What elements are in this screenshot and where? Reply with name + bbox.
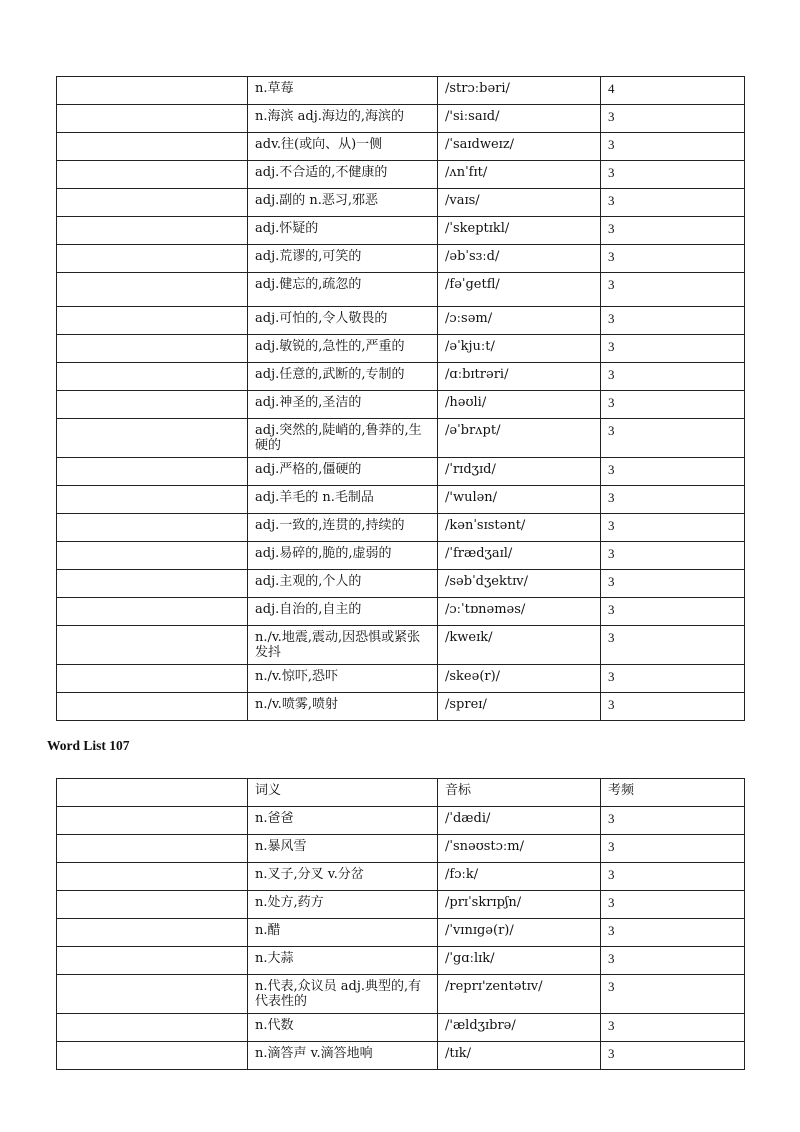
meaning-cell: adj.羊毛的 n.毛制品 (248, 486, 438, 514)
table-row (57, 189, 745, 217)
phonetic-cell: /səbˈdʒektɪv/ (438, 570, 601, 598)
table-row (57, 391, 745, 419)
meaning-cell: adj.突然的,陡峭的,鲁莽的,生硬的 (248, 419, 438, 458)
meaning-cell: n.暴风雪 (248, 835, 438, 863)
word-cell (57, 419, 248, 458)
meaning-cell: adj.怀疑的 (248, 217, 438, 245)
word-cell (57, 335, 248, 363)
table-row (57, 161, 745, 189)
word-cell (57, 807, 248, 835)
phonetic-cell: /kweɪk/ (438, 626, 601, 665)
meaning-cell: adj.可怕的,令人敬畏的 (248, 307, 438, 335)
meaning-cell: n.代表,众议员 adj.典型的,有代表性的 (248, 975, 438, 1014)
frequency-cell: 3 (601, 570, 745, 598)
phonetic-cell: /vaɪs/ (438, 189, 601, 217)
phonetic-cell: /ɔːsəm/ (438, 307, 601, 335)
frequency-cell: 3 (601, 975, 745, 1014)
phonetic-cell: /ˈvɪnɪgə(r)/ (438, 919, 601, 947)
meaning-cell: n.叉子,分叉 v.分岔 (248, 863, 438, 891)
phonetic-cell: /strɔːbəri/ (438, 77, 601, 105)
table-row (57, 273, 745, 307)
word-cell (57, 835, 248, 863)
word-list-title: Word List 107 (47, 738, 130, 753)
frequency-cell: 3 (601, 217, 745, 245)
word-cell (57, 1014, 248, 1042)
phonetic-cell: /ˈsaɪdweɪz/ (438, 133, 601, 161)
meaning-cell: n.爸爸 (248, 807, 438, 835)
table-row (57, 947, 745, 975)
frequency-cell: 3 (601, 626, 745, 665)
meaning-cell: n.海滨 adj.海边的,海滨的 (248, 105, 438, 133)
table-row (57, 807, 745, 835)
phonetic-cell: /əˈbrʌpt/ (438, 419, 601, 458)
frequency-cell: 3 (601, 891, 745, 919)
frequency-cell: 3 (601, 335, 745, 363)
table-row (57, 598, 745, 626)
word-cell (57, 363, 248, 391)
word-cell (57, 189, 248, 217)
word-cell (57, 133, 248, 161)
table-row (57, 542, 745, 570)
meaning-cell: n./v.喷雾,喷射 (248, 693, 438, 721)
meaning-cell: n.处方,药方 (248, 891, 438, 919)
phonetic-cell: /'siːsaɪd/ (438, 105, 601, 133)
word-cell (57, 570, 248, 598)
meaning-cell: n./v.惊吓,恐吓 (248, 665, 438, 693)
table-row (57, 514, 745, 542)
word-cell (57, 161, 248, 189)
word-cell (57, 514, 248, 542)
word-cell (57, 863, 248, 891)
header-phonetic: 音标 (438, 779, 601, 807)
frequency-cell: 3 (601, 486, 745, 514)
table-row (57, 105, 745, 133)
word-cell (57, 693, 248, 721)
frequency-cell: 3 (601, 363, 745, 391)
phonetic-cell: /fəˈgetfl/ (438, 273, 601, 307)
frequency-cell: 3 (601, 665, 745, 693)
table-row (57, 245, 745, 273)
word-cell (57, 245, 248, 273)
meaning-cell: adj.神圣的,圣洁的 (248, 391, 438, 419)
phonetic-cell: /ˈdædi/ (438, 807, 601, 835)
table-header-row (57, 779, 745, 807)
table-row (57, 665, 745, 693)
frequency-cell: 3 (601, 105, 745, 133)
meaning-cell: adj.敏锐的,急性的,严重的 (248, 335, 438, 363)
phonetic-cell: /ʌnˈfɪt/ (438, 161, 601, 189)
word-cell (57, 919, 248, 947)
table-row (57, 693, 745, 721)
phonetic-cell: /'ældʒɪbrə/ (438, 1014, 601, 1042)
table-row (57, 626, 745, 665)
phonetic-cell: /həʊli/ (438, 391, 601, 419)
table-row (57, 335, 745, 363)
word-cell (57, 665, 248, 693)
phonetic-cell: /kənˈsɪstənt/ (438, 514, 601, 542)
phonetic-cell: /'wulən/ (438, 486, 601, 514)
phonetic-cell: /ˈgɑːlɪk/ (438, 947, 601, 975)
meaning-cell: adj.健忘的,疏忽的 (248, 273, 438, 307)
header-meaning: 词义 (248, 779, 438, 807)
frequency-cell: 3 (601, 133, 745, 161)
word-cell (57, 273, 248, 307)
phonetic-cell: /ˈskeptɪkl/ (438, 217, 601, 245)
phonetic-cell: /spreɪ/ (438, 693, 601, 721)
table-row (57, 975, 745, 1014)
table-row (57, 458, 745, 486)
meaning-cell: n.大蒜 (248, 947, 438, 975)
meaning-cell: n.草莓 (248, 77, 438, 105)
table-row (57, 77, 745, 105)
frequency-cell: 3 (601, 1042, 745, 1070)
vocab-table-body (57, 807, 745, 1070)
frequency-cell: 3 (601, 514, 745, 542)
word-cell (57, 217, 248, 245)
word-cell (57, 542, 248, 570)
phonetic-cell: /tɪk/ (438, 1042, 601, 1070)
phonetic-cell: /əbˈsɜːd/ (438, 245, 601, 273)
word-cell (57, 458, 248, 486)
table-row (57, 1042, 745, 1070)
meaning-cell: adj.任意的,武断的,专制的 (248, 363, 438, 391)
frequency-cell: 3 (601, 419, 745, 458)
vocab-table-word-list-107 (56, 778, 745, 1070)
meaning-cell: n.醋 (248, 919, 438, 947)
table-row (57, 863, 745, 891)
frequency-cell: 3 (601, 245, 745, 273)
word-cell (57, 891, 248, 919)
phonetic-cell: /ˈfrædʒaɪl/ (438, 542, 601, 570)
meaning-cell: n./v.地震,震动,因恐惧或紧张发抖 (248, 626, 438, 665)
frequency-cell: 4 (601, 77, 745, 105)
frequency-cell: 3 (601, 273, 745, 307)
frequency-cell: 3 (601, 863, 745, 891)
phonetic-cell: /skeə(r)/ (438, 665, 601, 693)
meaning-cell: adj.主观的,个人的 (248, 570, 438, 598)
phonetic-cell: /ˈsnəʊstɔːm/ (438, 835, 601, 863)
frequency-cell: 3 (601, 391, 745, 419)
table-row (57, 419, 745, 458)
frequency-cell: 3 (601, 1014, 745, 1042)
phonetic-cell: /fɔːk/ (438, 863, 601, 891)
meaning-cell: adj.严格的,僵硬的 (248, 458, 438, 486)
word-cell (57, 486, 248, 514)
frequency-cell: 3 (601, 919, 745, 947)
table-row (57, 133, 745, 161)
vocab-table-body (57, 77, 745, 721)
meaning-cell: adj.荒谬的,可笑的 (248, 245, 438, 273)
word-cell (57, 105, 248, 133)
word-cell (57, 391, 248, 419)
phonetic-cell: /reprɪ'zentətɪv/ (438, 975, 601, 1014)
meaning-cell: adj.自治的,自主的 (248, 598, 438, 626)
word-cell (57, 626, 248, 665)
table-row (57, 486, 745, 514)
frequency-cell: 3 (601, 161, 745, 189)
table-row (57, 835, 745, 863)
frequency-cell: 3 (601, 542, 745, 570)
word-cell (57, 975, 248, 1014)
frequency-cell: 3 (601, 598, 745, 626)
frequency-cell: 3 (601, 693, 745, 721)
meaning-cell: adj.副的 n.恶习,邪恶 (248, 189, 438, 217)
frequency-cell: 3 (601, 947, 745, 975)
frequency-cell: 3 (601, 835, 745, 863)
frequency-cell: 3 (601, 307, 745, 335)
word-cell (57, 947, 248, 975)
meaning-cell: adv.往(或向、从)一侧 (248, 133, 438, 161)
header-word (57, 779, 248, 807)
word-cell (57, 1042, 248, 1070)
phonetic-cell: /əˈkjuːt/ (438, 335, 601, 363)
word-cell (57, 307, 248, 335)
meaning-cell: adj.一致的,连贯的,持续的 (248, 514, 438, 542)
table-row (57, 217, 745, 245)
phonetic-cell: /prɪˈskrɪpʃn/ (438, 891, 601, 919)
vocab-table-continued (56, 76, 745, 721)
meaning-cell: n.滴答声 v.滴答地响 (248, 1042, 438, 1070)
word-cell (57, 598, 248, 626)
frequency-cell: 3 (601, 458, 745, 486)
meaning-cell: adj.不合适的,不健康的 (248, 161, 438, 189)
phonetic-cell: /ɔːˈtɒnəməs/ (438, 598, 601, 626)
table-row (57, 919, 745, 947)
word-cell (57, 77, 248, 105)
meaning-cell: adj.易碎的,脆的,虚弱的 (248, 542, 438, 570)
table-row (57, 891, 745, 919)
phonetic-cell: /ɑːbɪtrəri/ (438, 363, 601, 391)
table-row (57, 363, 745, 391)
table-row (57, 1014, 745, 1042)
table-row (57, 570, 745, 598)
frequency-cell: 3 (601, 189, 745, 217)
phonetic-cell: /ˈrɪdʒɪd/ (438, 458, 601, 486)
meaning-cell: n.代数 (248, 1014, 438, 1042)
table-row (57, 307, 745, 335)
header-frequency: 考频 (601, 779, 745, 807)
frequency-cell: 3 (601, 807, 745, 835)
